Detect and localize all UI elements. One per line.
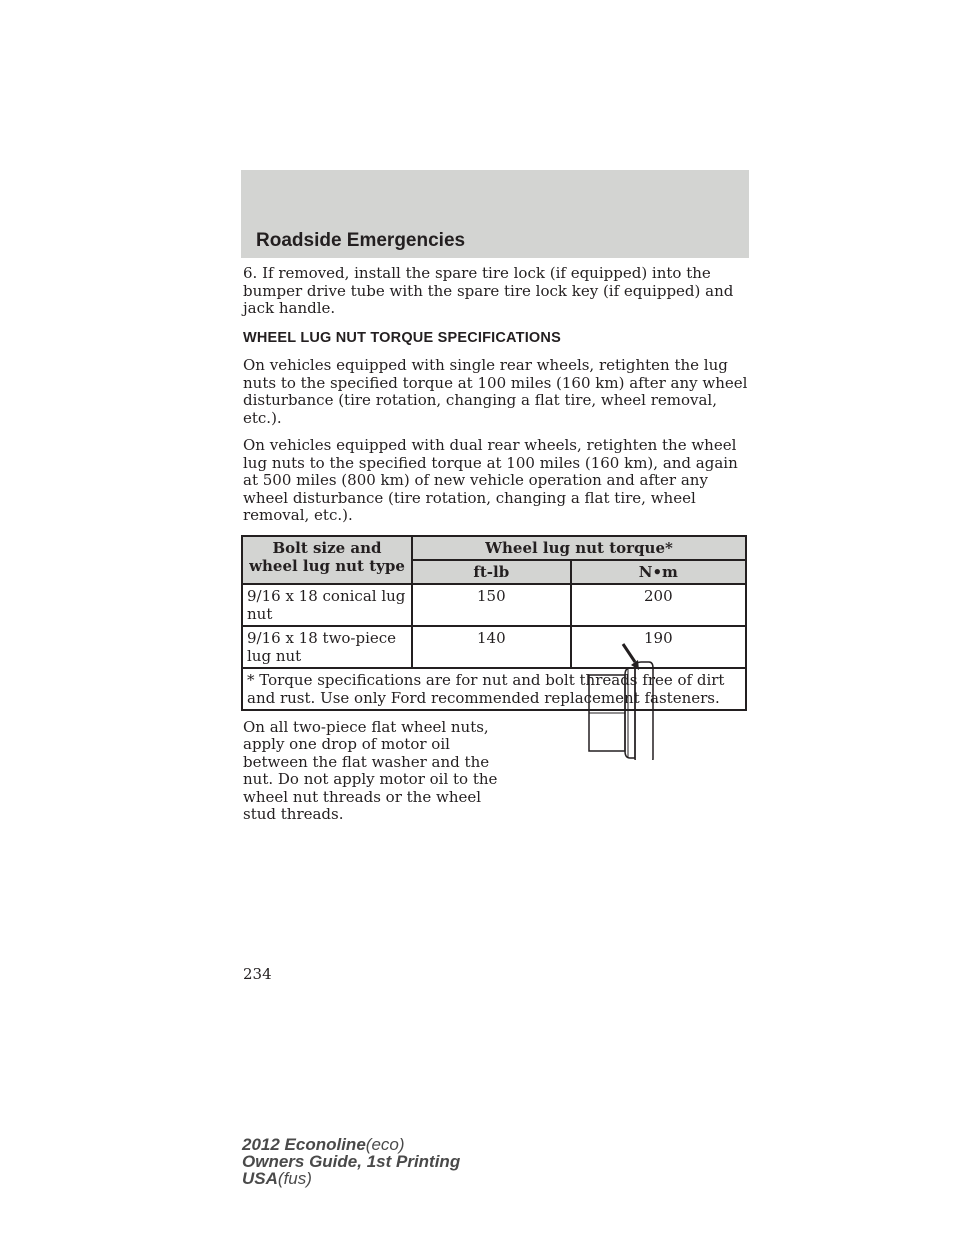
chapter-header <box>241 170 749 258</box>
ftlb-cell: 140 <box>412 626 571 668</box>
torque-group-header: Wheel lug nut torque* <box>412 536 746 560</box>
nm-cell: 190 <box>571 626 746 668</box>
arrow-shaft <box>623 644 635 662</box>
table-row <box>242 584 746 626</box>
flat-washer-shape <box>635 662 653 760</box>
footer-region-code: (fus) <box>277 1169 312 1188</box>
oil-note-text: On all two-piece flat wheel nuts, apply one drop of motor oil between the flat washer and the nut. Do not apply motor oil to the wheel nut threads or the wheel stud threads. <box>243 717 498 823</box>
ftlb-header: ft-lb <box>412 560 571 584</box>
step-six-text: 6. If removed, install the spare tire lock (if equipped) into the bumper drive tube with the spare tire lock key (if equipped) and jack handle. <box>243 264 734 317</box>
bolt-size-header: Bolt size and wheel lug nut type <box>242 536 412 584</box>
nm-cell: 200 <box>571 584 746 626</box>
chapter-title: Roadside Emergencies <box>256 230 466 251</box>
washer-shape <box>625 668 635 758</box>
page-number: 234 <box>243 965 272 983</box>
single-rear-wheels-paragraph: On vehicles equipped with single rear wheels, retighten the lug nuts to the specified torque at 100 miles (160 km) after any wheel disturbance (tire rotation, changing a flat tire, wheel removal, etc.). <box>243 356 748 427</box>
nm-header: N•m <box>571 560 746 584</box>
nut-type-cell: 9/16 x 18 two-piece lug nut <box>242 626 412 668</box>
table-footnote: * Torque specifications are for nut and bolt threads free of dirt and rust. Use only Ford recommended replacement fasteners. <box>242 668 746 710</box>
nut-type-cell: 9/16 x 18 conical lug nut <box>242 584 412 626</box>
document-footer <box>242 1136 460 1187</box>
footer-model: 2012 Econoline <box>242 1135 366 1154</box>
dual-rear-wheels-paragraph: On vehicles equipped with dual rear wheels, retighten the wheel lug nuts to the specified torque at 100 miles (160 km), and again at 500 miles (800 km) of new vehicle operation and after any wheel disturbance (tire rotation, changing a flat tire, wheel removal, etc.). <box>243 436 738 524</box>
lug-nut-diagram <box>575 640 695 760</box>
two-piece-nut-illustration <box>575 640 695 760</box>
footer-edition: Owners Guide, 1st Printing <box>242 1152 461 1171</box>
ftlb-cell: 150 <box>412 584 571 626</box>
footer-region: USA <box>242 1169 278 1188</box>
footer-model-code: (eco) <box>365 1135 405 1154</box>
section-heading: WHEEL LUG NUT TORQUE SPECIFICATIONS <box>243 329 561 346</box>
